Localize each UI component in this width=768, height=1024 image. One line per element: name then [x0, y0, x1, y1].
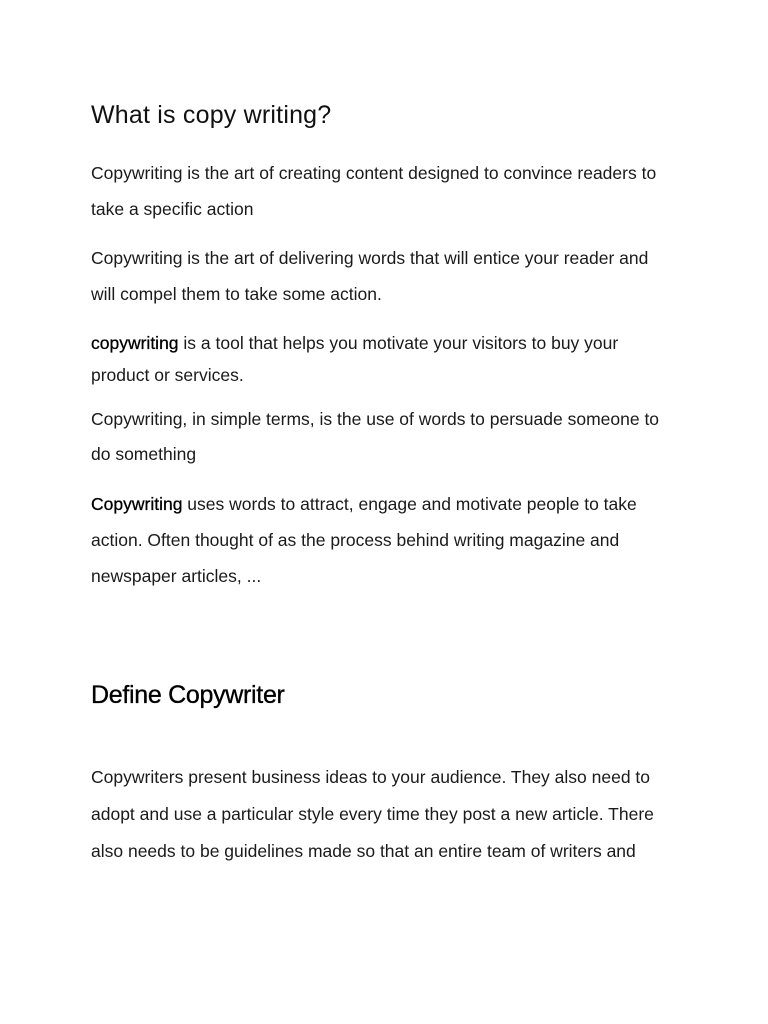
text-line: Copywriting is the art of creating content designed to convince readers to: [91, 163, 657, 183]
text-line: Copywriting, in simple terms, is the use of words to persuade someone to: [91, 409, 660, 429]
text-line: will compel them to take some action.: [91, 284, 382, 304]
text-line: [91, 333, 618, 354]
text-line: do something: [91, 444, 197, 464]
text-line: newspaper articles, ...: [91, 566, 262, 586]
text-line: Copywriters present business ideas to your audience. They also need to: [91, 767, 651, 787]
keyword-copywriting: Copywriting: [91, 494, 183, 514]
text-fragment: uses words to attract, engage and motivate people to take: [182, 494, 637, 514]
text-line: also needs to be guidelines made so that an entire team of writers and: [91, 841, 636, 861]
text-line: [91, 494, 637, 515]
text-line: product or services.: [91, 365, 244, 385]
heading-what-is-copywriting: What is copy writing?: [91, 101, 332, 129]
keyword-copywriting: copywriting: [91, 333, 179, 353]
heading-define-copywriter: Define Copywriter: [91, 681, 285, 709]
text-line: Copywriting is the art of delivering words that will entice your reader and: [91, 248, 649, 268]
text-line: adopt and use a particular style every time they post a new article. There: [91, 804, 654, 824]
text-fragment: is a tool that helps you motivate your visitors to buy your: [178, 333, 619, 353]
text-line: take a specific action: [91, 199, 254, 219]
text-line: action. Often thought of as the process behind writing magazine and: [91, 530, 620, 550]
